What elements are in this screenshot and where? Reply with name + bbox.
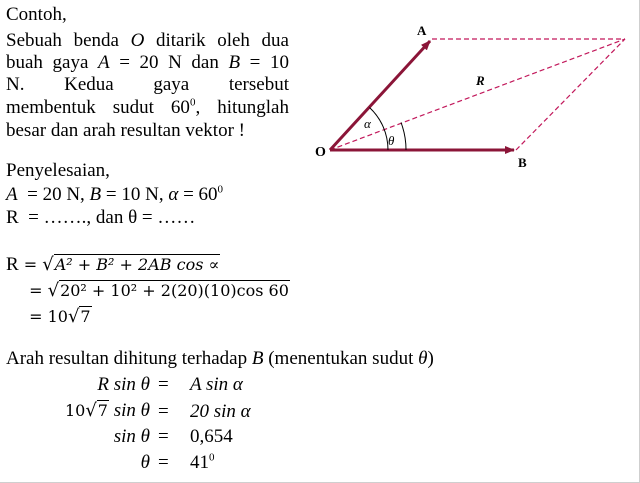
problem-line-2: buah gaya A = 20 N dan B = 10	[6, 52, 289, 73]
problem-line-5: besar dan arah resultan vektor !	[6, 120, 245, 141]
direction-text: Arah resultan dihitung terhadap B (menentukan sudut θ)	[6, 348, 434, 369]
sqrt-symbol: √7	[67, 306, 91, 327]
label-alpha: α	[364, 116, 371, 131]
label-r: R	[476, 73, 485, 88]
label-b: B	[518, 155, 527, 170]
eq-row-1-lhs: R sin θ	[97, 374, 150, 395]
eq-row-3-eq: =	[158, 426, 169, 447]
resultant-vector-r	[330, 39, 625, 150]
label-a: A	[417, 23, 427, 38]
eq-row-4-lhs: θ	[140, 452, 150, 473]
eq-row-2-eq: =	[158, 401, 169, 422]
label-theta: θ	[388, 133, 395, 148]
dashed-right-side	[516, 39, 625, 150]
problem-line-4: membentuk sudut $60^0$, hitunglah	[6, 96, 289, 118]
sqrt-symbol: √20² + 10² + 2(20)(10)cos 60	[47, 280, 289, 301]
example-heading: Contoh,	[6, 4, 67, 25]
r-formula-line-1: R = √A² + B² + 2AB cos ∝	[6, 254, 220, 275]
vector-a-arrow	[330, 41, 430, 150]
eq-row-3-lhs: sin θ	[113, 426, 150, 447]
sqrt-symbol: √7	[85, 400, 108, 421]
r-formula-line-2: = √20² + 10² + 2(20)(10)cos 60	[24, 280, 289, 301]
eq-row-4-eq: =	[158, 452, 169, 473]
eq-row-3-rhs: 0,654	[190, 426, 233, 447]
problem-line-3: N. Kedua gaya tersebut	[6, 74, 289, 95]
eq-row-1-rhs: A sin α	[190, 374, 243, 395]
eq-row-2-lhs: 10√7 sin θ	[64, 400, 150, 421]
unknowns-line: R = ……., dan θ = ……	[6, 207, 196, 228]
label-o: O	[315, 145, 326, 160]
eq-row-1-eq: =	[158, 374, 169, 395]
eq-row-4-rhs: $41^0$	[190, 451, 215, 473]
eq-row-2-rhs: 20 sin α	[190, 401, 251, 422]
vector-diagram	[300, 18, 635, 178]
angle-theta-arc	[401, 123, 406, 151]
solution-heading: Penyelesaian,	[6, 160, 110, 181]
r-formula-line-3: = 10√7	[24, 306, 91, 327]
problem-line-1: Sebuah benda O ditarik oleh dua	[6, 30, 289, 51]
sqrt-symbol: √A² + B² + 2AB cos ∝	[42, 254, 220, 275]
given-values: A = 20 N, B = 10 N, $\alpha = 60^0$	[6, 183, 224, 205]
